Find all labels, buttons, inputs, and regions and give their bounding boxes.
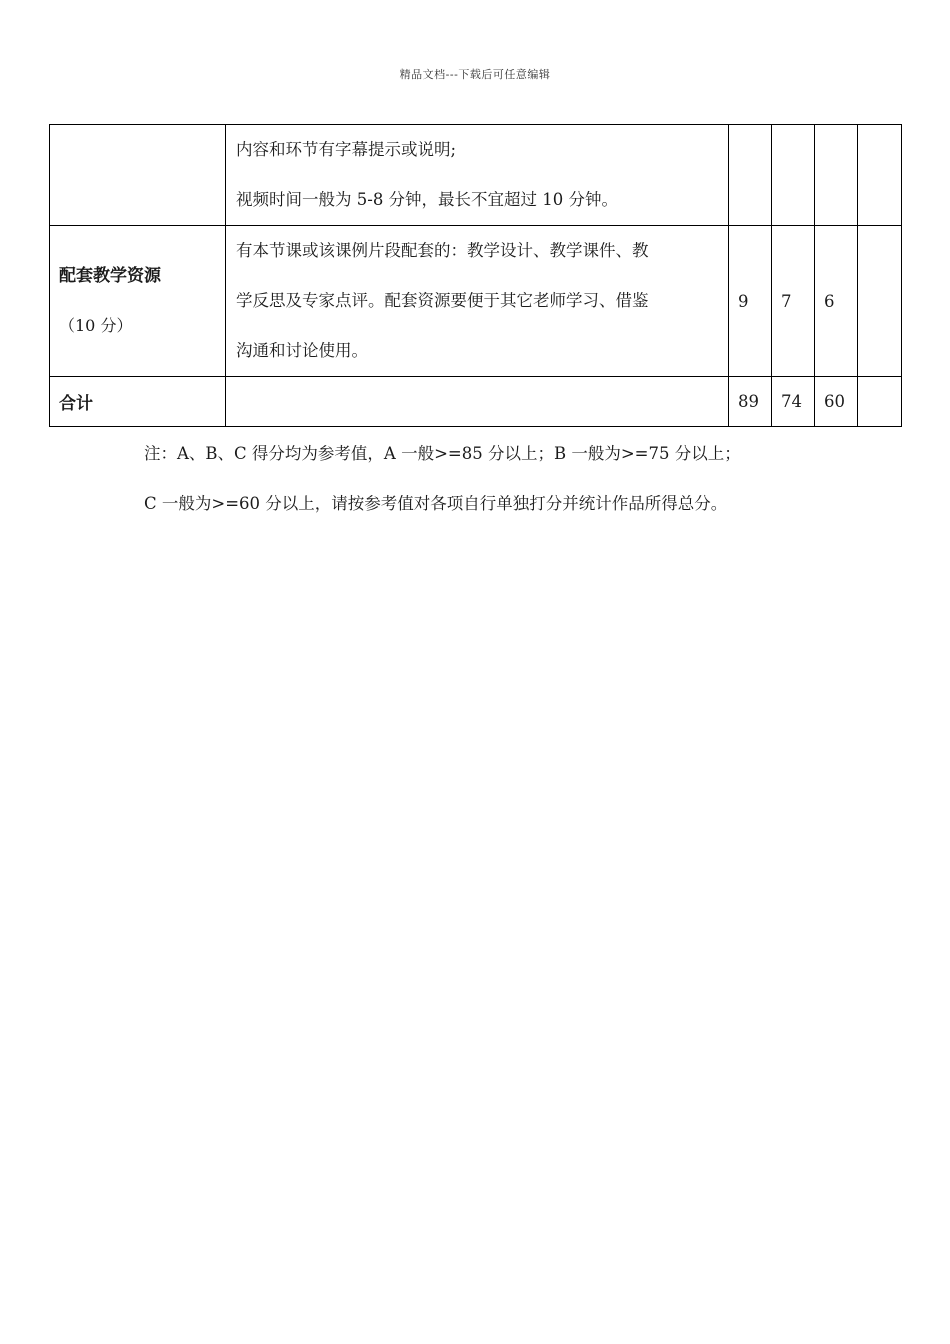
description-line: 学反思及专家点评。配套资源要便于其它老师学习、借鉴 (236, 291, 649, 310)
note-line: C 一般为>=60 分以上，请按参考值对各项自行单独打分并统计作品所得总分。 (144, 494, 728, 513)
total-label: 合计 (50, 377, 226, 427)
criterion-points: （10 分） (59, 316, 133, 335)
criterion-title: 配套教学资源 (59, 266, 161, 286)
note-line: 注：A、B、C 得分均为参考值，A 一般>=85 分以上；B 一般为>=75 分以上； (144, 444, 741, 463)
description-line: 沟通和讨论使用。 (236, 341, 368, 360)
criterion-name-cell (50, 226, 226, 377)
total-score-a: 89 (729, 377, 772, 427)
total-score-b: 74 (772, 377, 815, 427)
score-c-cell (815, 125, 858, 226)
table-row-total (50, 377, 902, 427)
scoring-table (49, 124, 902, 427)
score-a-cell (729, 125, 772, 226)
criterion-description-cell (226, 226, 729, 377)
page-header: 精品文档---下载后可任意编辑 (399, 68, 551, 81)
total-score-self (858, 377, 902, 427)
criterion-name-cell (50, 125, 226, 226)
total-score-c: 60 (815, 377, 858, 427)
description-line: 内容和环节有字幕提示或说明; (236, 140, 457, 159)
description-line: 视频时间一般为 5-8 分钟，最长不宜超过 10 分钟。 (236, 190, 619, 209)
score-self-cell (858, 226, 902, 377)
table-row (50, 226, 902, 377)
score-b-cell (772, 125, 815, 226)
score-b-cell: 7 (772, 226, 815, 377)
score-c-cell: 6 (815, 226, 858, 377)
description-line: 有本节课或该课例片段配套的：教学设计、教学课件、教 (236, 241, 649, 260)
score-a-cell: 9 (729, 226, 772, 377)
total-description-cell (226, 377, 729, 427)
table-row (50, 125, 902, 226)
criterion-description-cell (226, 125, 729, 226)
score-self-cell (858, 125, 902, 226)
